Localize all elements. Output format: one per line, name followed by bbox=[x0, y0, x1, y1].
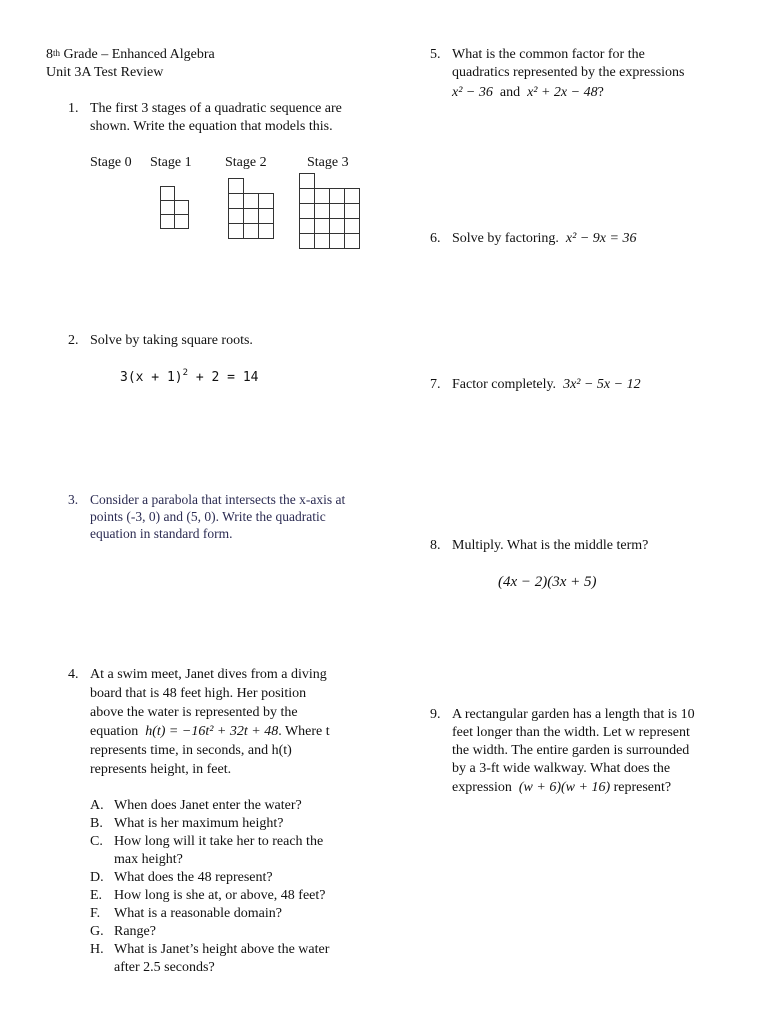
equation-exponent: 2 bbox=[182, 368, 189, 378]
option-text: What is her maximum height? bbox=[114, 816, 284, 831]
question-6-line bbox=[452, 230, 636, 248]
expression-1: x² − 36 bbox=[452, 85, 493, 100]
question-1 bbox=[68, 100, 388, 260]
option-text: What does the 48 represent? bbox=[114, 870, 273, 885]
question-7 bbox=[430, 376, 750, 396]
question-3-line3: equation in standard form. bbox=[90, 526, 233, 541]
option-text: max height? bbox=[114, 852, 183, 867]
question-number: 5. bbox=[430, 47, 441, 62]
question-3-line1: Consider a parabola that intersects the x-axis at bbox=[90, 492, 346, 507]
question-number: 9. bbox=[430, 707, 441, 722]
question-3-line2: points (-3, 0) and (5, 0). Write the quadratic bbox=[90, 509, 326, 524]
question-5-line2: quadratics represented by the expressions bbox=[452, 65, 685, 80]
question-number: 6. bbox=[430, 231, 441, 246]
question-4-line6: represents height, in feet. bbox=[90, 762, 232, 777]
question-5-line1: What is the common factor for the bbox=[452, 47, 645, 62]
equation-part: 3(x + 1) bbox=[120, 370, 183, 385]
text: represent? bbox=[613, 780, 672, 795]
question-number: 7. bbox=[430, 377, 441, 392]
option-letter: F. bbox=[90, 906, 101, 921]
question-4-line3: above the water is represented by the bbox=[90, 705, 298, 720]
stage-label-0: Stage 0 bbox=[90, 155, 132, 170]
question-2-equation bbox=[120, 370, 259, 385]
option-text: How long is she at, or above, 48 feet? bbox=[114, 888, 326, 903]
question-2-text: Solve by taking square roots. bbox=[90, 333, 253, 348]
question-8 bbox=[430, 537, 750, 607]
question-3 bbox=[68, 491, 388, 551]
question-7-line bbox=[452, 376, 641, 394]
height-equation: h(t) = −16t² + 32t + 48 bbox=[145, 724, 279, 739]
question-6 bbox=[430, 230, 750, 250]
expression-2: x² + 2x − 48 bbox=[527, 85, 598, 100]
option-letter: B. bbox=[90, 816, 103, 831]
grade-number: 8 bbox=[46, 47, 53, 62]
question-4-line2: board that is 48 feet high. Her position bbox=[90, 686, 307, 701]
text: and bbox=[499, 85, 521, 100]
question-9-line5 bbox=[452, 779, 671, 797]
question-4-line4 bbox=[90, 723, 330, 741]
question-9-line3: the width. The entire garden is surrounded bbox=[452, 743, 690, 758]
question-9-line1: A rectangular garden has a length that is 10 bbox=[452, 707, 695, 722]
question-4 bbox=[68, 666, 388, 986]
question-number: 4. bbox=[68, 667, 79, 682]
option-letter: D. bbox=[90, 870, 104, 885]
question-number: 1. bbox=[68, 101, 79, 116]
question-1-line2: shown. Write the equation that models this. bbox=[90, 119, 333, 134]
question-number: 3. bbox=[68, 492, 79, 507]
equation-part: + 2 = 14 bbox=[188, 370, 259, 385]
grade-title: Grade – Enhanced Algebra bbox=[60, 47, 215, 62]
question-number: 2. bbox=[68, 333, 79, 348]
text: Factor completely. bbox=[452, 377, 557, 392]
option-letter: G. bbox=[90, 924, 104, 939]
question-4-line5: represents time, in seconds, and h(t) bbox=[90, 743, 292, 758]
text: ? bbox=[597, 85, 604, 100]
question-4-options bbox=[90, 797, 380, 977]
question-8-text: Multiply. What is the middle term? bbox=[452, 538, 649, 553]
question-2 bbox=[68, 332, 388, 402]
text: expression bbox=[452, 780, 512, 795]
question-1-line1: The first 3 stages of a quadratic sequence are bbox=[90, 101, 342, 116]
text: Solve by factoring. bbox=[452, 231, 559, 246]
option-text: When does Janet enter the water? bbox=[114, 798, 302, 813]
option-text: How long will it take her to reach the bbox=[114, 834, 324, 849]
option-letter: H. bbox=[90, 942, 104, 957]
option-text: What is a reasonable domain? bbox=[114, 906, 282, 921]
expression: 3x² − 5x − 12 bbox=[563, 377, 641, 392]
question-4-line1: At a swim meet, Janet dives from a diving bbox=[90, 667, 327, 682]
option-text: What is Janet’s height above the water bbox=[114, 942, 330, 957]
stage-label-1: Stage 1 bbox=[150, 155, 192, 170]
text: equation bbox=[90, 724, 139, 739]
option-text: Range? bbox=[114, 924, 156, 939]
option-letter: C. bbox=[90, 834, 103, 849]
header-grade bbox=[46, 46, 215, 64]
grade-sup: th bbox=[53, 48, 61, 58]
question-5-line3 bbox=[452, 84, 604, 102]
text: . Where t bbox=[278, 724, 330, 739]
expression: (w + 6)(w + 16) bbox=[518, 780, 611, 795]
expression: x² − 9x = 36 bbox=[565, 231, 637, 246]
question-5 bbox=[430, 46, 750, 106]
stage-label-3: Stage 3 bbox=[307, 155, 349, 170]
question-9 bbox=[430, 706, 750, 806]
option-letter: A. bbox=[90, 798, 104, 813]
question-8-expression: (4x − 2)(3x + 5) bbox=[498, 574, 597, 590]
question-number: 8. bbox=[430, 538, 441, 553]
question-9-line2: feet longer than the width. Let w represent bbox=[452, 725, 690, 740]
stage-label-2: Stage 2 bbox=[225, 155, 267, 170]
header-unit: Unit 3A Test Review bbox=[46, 65, 164, 80]
option-text: after 2.5 seconds? bbox=[114, 960, 215, 975]
option-letter: E. bbox=[90, 888, 103, 903]
question-9-line4: by a 3-ft wide walkway. What does the bbox=[452, 761, 671, 776]
